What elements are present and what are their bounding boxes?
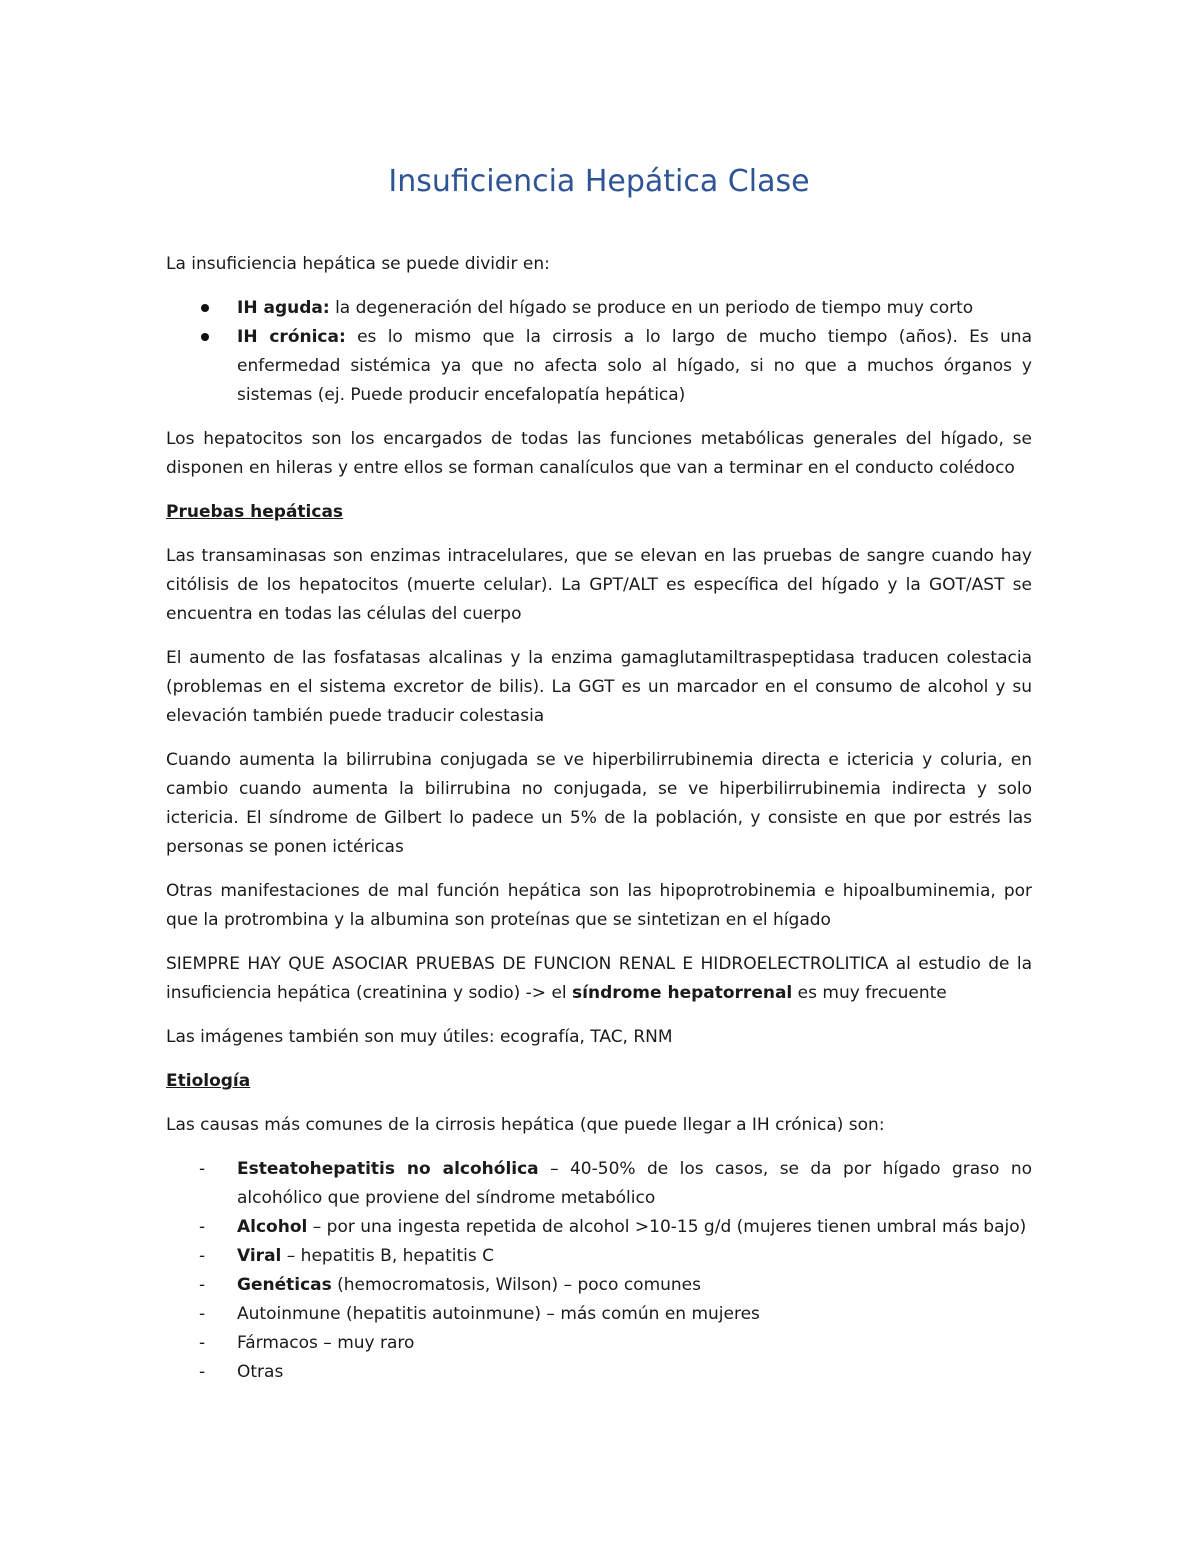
cause-term: Esteatohepatitis no alcohólica	[237, 1159, 539, 1179]
cause-text: (hemocromatosis, Wilson) – poco comunes	[331, 1275, 702, 1295]
dash-marker: -	[199, 1275, 206, 1295]
bullet-icon	[201, 333, 209, 341]
section-heading-etiologia: Etiología	[166, 1071, 251, 1091]
paragraph: El aumento de las fosfatasas alcalinas y la enzima gamaglutamiltraspeptidasa traducen colestacia (problemas en el sistema excretor de bilis). La GGT es un marcador en el consumo de alcohol y su elevación también puede traducir colestasia	[166, 648, 1032, 726]
term: IH crónica	[237, 327, 339, 347]
cause-term: Alcohol	[237, 1217, 308, 1237]
document-body	[166, 250, 1032, 1402]
dash-marker: -	[199, 1159, 206, 1179]
renal-text-before: SIEMPRE HAY QUE ASOCIAR PRUEBAS DE FUNCION RENAL E HIDROELECTROLITICA al estudio de la insuficiencia hepática (creatinina y sodio) -> el	[166, 954, 1032, 1003]
paragraph: Cuando aumenta la bilirrubina conjugada se ve hiperbilirrubinemia directa e ictericia y coluria, en cambio cuando aumenta la bilirrubina no conjugada, se ve hiperbilirrubinemia indirecta y solo ictericia. El síndrome de Gilbert lo padece un 5% de la población, y consiste en que por estrés las personas se ponen ictéricas	[166, 750, 1032, 857]
cause-text: Fármacos – muy raro	[237, 1333, 415, 1353]
renal-paragraph	[166, 950, 1032, 1008]
dash-marker: -	[199, 1362, 206, 1382]
list-item	[166, 1358, 1032, 1387]
paragraph: Otras manifestaciones de mal función hepática son las hipoprotrobinemia e hipoalbuminemia, por que la protrombina y la albumina son proteínas que se sintetizan en el hígado	[166, 881, 1032, 930]
cause-term: Viral	[237, 1246, 282, 1266]
types-list	[166, 294, 1032, 410]
intro-paragraph: La insuficiencia hepática se puede dividir en:	[166, 254, 550, 274]
renal-bold-term: síndrome hepatorrenal	[572, 983, 793, 1003]
etiologia-intro: Las causas más comunes de la cirrosis hepática (que puede llegar a IH crónica) son:	[166, 1115, 885, 1135]
term: IH aguda	[237, 298, 323, 318]
renal-text-after: es muy frecuente	[792, 983, 947, 1003]
list-item	[166, 1271, 1032, 1300]
term-description: la degeneración del hígado se produce en un periodo de tiempo muy corto	[329, 298, 974, 318]
list-item	[166, 1329, 1032, 1358]
cause-text: – hepatitis B, hepatitis C	[281, 1246, 494, 1266]
list-item	[166, 1242, 1032, 1271]
cause-text: Otras	[237, 1362, 284, 1382]
section-heading-pruebas: Pruebas hepáticas	[166, 502, 344, 522]
list-item	[166, 1213, 1032, 1242]
imagenes-paragraph: Las imágenes también son muy útiles: ecografía, TAC, RNM	[166, 1027, 673, 1047]
list-item	[166, 1155, 1032, 1213]
list-item	[166, 294, 1032, 323]
term-separator: :	[322, 298, 330, 318]
list-item	[166, 1300, 1032, 1329]
causes-list	[166, 1155, 1032, 1387]
cause-text: Autoinmune (hepatitis autoinmune) – más común en mujeres	[237, 1304, 760, 1324]
paragraph: Las transaminasas son enzimas intracelulares, que se elevan en las pruebas de sangre cuando hay citólisis de los hepatocitos (muerte celular). La GPT/ALT es específica del hígado y la GOT/AST se encuentra en todas las células del cuerpo	[166, 546, 1032, 624]
page-title: Insuficiencia Hepática Clase	[388, 164, 810, 199]
dash-marker: -	[199, 1217, 206, 1237]
hepatocitos-paragraph: Los hepatocitos son los encargados de todas las funciones metabólicas generales del hígado, se disponen en hileras y entre ellos se forman canalículos que van a terminar en el conducto colédoco	[166, 429, 1032, 478]
list-item	[166, 323, 1032, 410]
dash-marker: -	[199, 1246, 206, 1266]
term-description: es lo mismo que la cirrosis a lo largo de mucho tiempo (años). Es una enfermedad sistémica ya que no afecta solo al hígado, si no que a muchos órganos y sistemas (ej. Puede producir encefalopatía hepática)	[237, 327, 1032, 405]
term-separator: :	[338, 327, 346, 347]
dash-marker: -	[199, 1333, 206, 1353]
dash-marker: -	[199, 1304, 206, 1324]
bullet-icon	[201, 304, 209, 312]
cause-text: – 40-50% de los casos, se da por hígado graso no alcohólico que proviene del síndrome metabólico	[237, 1159, 1033, 1208]
cause-text: – por una ingesta repetida de alcohol >10-15 g/d (mujeres tienen umbral más bajo)	[307, 1217, 1027, 1237]
cause-term: Genéticas	[237, 1275, 332, 1295]
